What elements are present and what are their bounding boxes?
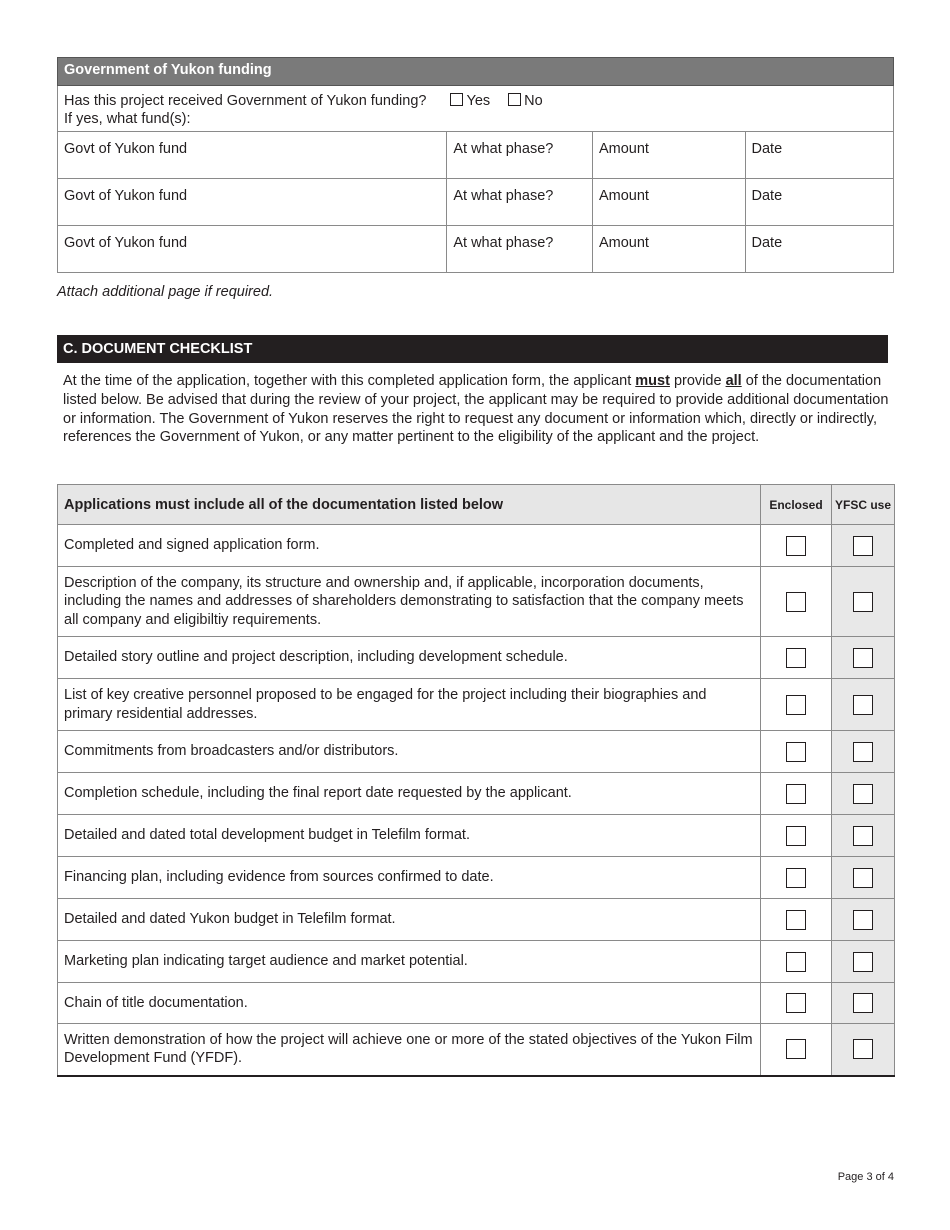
- enclosed-checkbox[interactable]: [786, 648, 806, 668]
- yfsc-cell: [832, 857, 895, 899]
- fund-field[interactable]: Amount: [592, 179, 745, 226]
- yfsc-checkbox[interactable]: [853, 826, 873, 846]
- yfsc-checkbox[interactable]: [853, 695, 873, 715]
- fund-field[interactable]: Govt of Yukon fund: [58, 226, 447, 273]
- enclosed-header: Enclosed: [761, 485, 832, 525]
- intro-text: provide: [669, 373, 726, 389]
- checklist-row: [58, 637, 895, 679]
- enclosed-cell: [761, 525, 832, 567]
- enclosed-cell: [761, 983, 832, 1024]
- checklist-row: [58, 525, 895, 567]
- checklist-row: [58, 1024, 895, 1076]
- checklist-item: Detailed and dated total development budget in Telefilm format.: [58, 815, 761, 857]
- enclosed-checkbox[interactable]: [786, 1039, 806, 1059]
- yfsc-cell: [832, 1024, 895, 1076]
- yfsc-cell: [832, 983, 895, 1024]
- intro-all: all: [725, 373, 742, 389]
- yfsc-cell: [832, 773, 895, 815]
- checklist-row: [58, 857, 895, 899]
- checklist-item: Detailed and dated Yukon budget in Telefilm format.: [58, 899, 761, 941]
- yfsc-cell: [832, 815, 895, 857]
- enclosed-checkbox[interactable]: [786, 993, 806, 1013]
- yfsc-checkbox[interactable]: [853, 1039, 873, 1059]
- checklist-item: Completed and signed application form.: [58, 525, 761, 567]
- enclosed-cell: [761, 567, 832, 637]
- checklist-row: [58, 567, 895, 637]
- checklist-item: Written demonstration of how the project will achieve one or more of the stated objectives of the Yukon Film Development Fund (YFDF).: [58, 1024, 761, 1076]
- enclosed-cell: [761, 857, 832, 899]
- checklist-row: [58, 815, 895, 857]
- yfsc-header: YFSC use: [832, 485, 895, 525]
- enclosed-checkbox[interactable]: [786, 784, 806, 804]
- yfsc-checkbox[interactable]: [853, 910, 873, 930]
- yfsc-checkbox[interactable]: [853, 536, 873, 556]
- intro-text: At the time of the application, together with this completed application form, the applicant: [63, 373, 636, 389]
- fund-field[interactable]: At what phase?: [447, 226, 593, 273]
- which-funds-label: If yes, what fund(s):: [64, 111, 191, 127]
- enclosed-checkbox[interactable]: [786, 742, 806, 762]
- fund-field[interactable]: Amount: [592, 226, 745, 273]
- yfsc-checkbox[interactable]: [853, 868, 873, 888]
- yfsc-cell: [832, 567, 895, 637]
- checklist-intro: [63, 372, 893, 447]
- no-label: No: [524, 93, 543, 109]
- yfsc-cell: [832, 637, 895, 679]
- checklist-row: [58, 679, 895, 731]
- yfsc-checkbox[interactable]: [853, 952, 873, 972]
- section-c-title: C. DOCUMENT CHECKLIST: [57, 335, 888, 363]
- checklist-item: Marketing plan indicating target audience and market potential.: [58, 941, 761, 983]
- enclosed-checkbox[interactable]: [786, 826, 806, 846]
- yfsc-cell: [832, 899, 895, 941]
- enclosed-cell: [761, 815, 832, 857]
- checklist-item: List of key creative personnel proposed to be engaged for the project including their biographies and primary residential addresses.: [58, 679, 761, 731]
- fund-field[interactable]: At what phase?: [447, 132, 593, 179]
- enclosed-cell: [761, 637, 832, 679]
- enclosed-checkbox[interactable]: [786, 952, 806, 972]
- funding-question: Has this project received Government of Yukon funding?: [64, 93, 427, 109]
- yfsc-cell: [832, 731, 895, 773]
- yes-label: Yes: [466, 93, 491, 109]
- fund-row: [58, 179, 894, 226]
- checklist-item: Chain of title documentation.: [58, 983, 761, 1024]
- page-number: Page 3 of 4: [837, 1171, 894, 1183]
- checklist-item: Completion schedule, including the final report date requested by the applicant.: [58, 773, 761, 815]
- checklist-item: Commitments from broadcasters and/or distributors.: [58, 731, 761, 773]
- checklist-row: [58, 941, 895, 983]
- enclosed-cell: [761, 899, 832, 941]
- fund-field[interactable]: At what phase?: [447, 179, 593, 226]
- intro-must: must: [635, 373, 670, 389]
- checklist-item: Description of the company, its structure and ownership and, if applicable, incorporation documents, including the names and addresses of shareholders demonstrating to satisfaction that the company meets all company and eligibiltiy requirements.: [58, 567, 761, 637]
- fund-row: [58, 226, 894, 273]
- attach-note: Attach additional page if required.: [57, 284, 274, 300]
- yfsc-cell: [832, 941, 895, 983]
- fund-field[interactable]: Date: [745, 226, 894, 273]
- fund-field[interactable]: Govt of Yukon fund: [58, 179, 447, 226]
- checklist-row: [58, 731, 895, 773]
- fund-field[interactable]: Amount: [592, 132, 745, 179]
- checklist-item: Detailed story outline and project description, including development schedule.: [58, 637, 761, 679]
- enclosed-cell: [761, 731, 832, 773]
- fund-field[interactable]: Date: [745, 179, 894, 226]
- enclosed-cell: [761, 679, 832, 731]
- yukon-funding-table: [57, 57, 894, 273]
- intro-text: of the documentation listed below. Be advised that during the review of your project, the applicant may be required to provide additional documentation or information. The Government of Yukon reserves the right to request any document or information which, directly or indirectly, references the Government of Yukon, or any matter pertinent to the eligibility of the applicant and the project.: [63, 373, 889, 446]
- checklist-row: [58, 983, 895, 1024]
- document-checklist-table: [57, 484, 895, 1077]
- checklist-header: Applications must include all of the documentation listed below: [58, 485, 761, 525]
- enclosed-cell: [761, 773, 832, 815]
- yfsc-checkbox[interactable]: [853, 993, 873, 1013]
- enclosed-checkbox[interactable]: [786, 910, 806, 930]
- yes-checkbox[interactable]: [450, 93, 490, 109]
- checklist-item: Financing plan, including evidence from sources confirmed to date.: [58, 857, 761, 899]
- yfsc-checkbox[interactable]: [853, 592, 873, 612]
- yfsc-checkbox[interactable]: [853, 742, 873, 762]
- enclosed-cell: [761, 1024, 832, 1076]
- yfsc-checkbox[interactable]: [853, 648, 873, 668]
- fund-row: [58, 132, 894, 179]
- enclosed-checkbox[interactable]: [786, 868, 806, 888]
- fund-field[interactable]: Govt of Yukon fund: [58, 132, 447, 179]
- yfsc-checkbox[interactable]: [853, 784, 873, 804]
- funding-title: Government of Yukon funding: [58, 58, 894, 86]
- enclosed-checkbox[interactable]: [786, 536, 806, 556]
- checklist-row: [58, 899, 895, 941]
- no-checkbox[interactable]: [508, 93, 543, 109]
- checklist-row: [58, 773, 895, 815]
- yfsc-cell: [832, 679, 895, 731]
- enclosed-checkbox[interactable]: [786, 592, 806, 612]
- enclosed-cell: [761, 941, 832, 983]
- fund-field[interactable]: Date: [745, 132, 894, 179]
- enclosed-checkbox[interactable]: [786, 695, 806, 715]
- yfsc-cell: [832, 525, 895, 567]
